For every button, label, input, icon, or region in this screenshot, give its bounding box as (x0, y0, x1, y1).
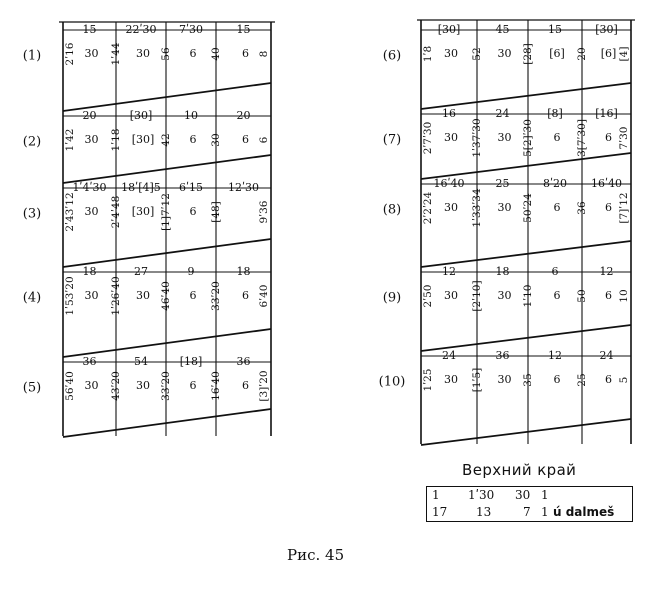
vertical-number: 42 (160, 133, 172, 147)
vertical-number: 2ʹ50 (422, 284, 434, 308)
middle-number: 6 (605, 289, 612, 302)
edge-table (426, 486, 633, 522)
vertical-number: 2ʹ7ʹ30 (422, 121, 434, 155)
row-separator (63, 409, 271, 437)
right-panel (379, 20, 635, 445)
middle-number: 6 (605, 373, 612, 386)
top-number: 18 (236, 265, 251, 278)
vertical-number: 56 (160, 47, 172, 61)
row-separator (63, 155, 271, 183)
row-separator (63, 239, 271, 267)
middle-number: 6 (242, 133, 249, 146)
edge-table-row-2 (432, 505, 615, 603)
top-number: 7ʹ30 (178, 23, 204, 36)
vertical-number: 1ʹ18 (110, 128, 122, 152)
middle-number: 30 (84, 379, 99, 392)
top-number: [30] (595, 23, 618, 36)
middle-number: 30 (84, 133, 99, 146)
top-number: 12ʹ30 (227, 181, 260, 194)
vertical-number: 20 (576, 47, 588, 61)
edge-title: Верхний край (462, 461, 577, 479)
middle-number: 6 (242, 379, 249, 392)
vertical-number: 25 (576, 373, 588, 387)
middle-number: 6 (553, 289, 561, 302)
top-number: 24 (495, 107, 510, 120)
middle-number: 30 (497, 373, 512, 386)
middle-number: 6 (189, 289, 197, 302)
row-label: (2) (22, 134, 42, 150)
vertical-number: 43ʹ20 (110, 371, 122, 401)
top-number: 15 (82, 23, 97, 36)
middle-number: 6 (189, 205, 197, 218)
vertical-number: 50 (576, 289, 588, 303)
vertical-number: 8 (258, 50, 270, 58)
vertical-number: [4] (618, 46, 630, 62)
vertical-number: 30 (210, 133, 222, 147)
middle-number: 30 (497, 47, 512, 60)
top-number: 20 (82, 109, 97, 122)
vertical-number: 6 (258, 136, 270, 144)
vertical-number: [28] (522, 43, 534, 65)
middle-number: 30 (444, 201, 458, 214)
edge-cell: 1 (432, 488, 440, 502)
top-number: [8] (547, 107, 563, 120)
row-separator (63, 329, 271, 357)
row-label: (4) (22, 290, 42, 306)
top-number: [30] (129, 109, 153, 122)
top-number: 18 (495, 265, 510, 278)
top-number: 12 (442, 265, 456, 278)
vertical-number: [1]7ʹ12 (160, 193, 172, 231)
middle-number: 30 (497, 131, 512, 144)
middle-number: 30 (444, 47, 458, 60)
vertical-number: [2ʹ10] (471, 280, 483, 312)
middle-number: 30 (136, 47, 150, 60)
vertical-number: 2ʹ43ʹ12 (64, 192, 76, 232)
vertical-number: [1ʹ5] (471, 367, 483, 393)
top-number: 8ʹ20 (542, 177, 568, 190)
vertical-number: 1ʹ8 (422, 45, 434, 63)
middle-number: 30 (444, 131, 458, 144)
top-number: 36 (236, 355, 251, 368)
middle-number: 6 (189, 133, 197, 146)
top-number: 1ʹ4ʹ30 (72, 181, 107, 194)
vertical-number: 1ʹ42 (64, 128, 76, 152)
vertical-number: 36 (576, 201, 588, 215)
vertical-number: 1ʹ37ʹ30 (471, 118, 483, 158)
middle-number: 30 (444, 373, 458, 386)
top-number: 6ʹ15 (178, 181, 204, 194)
middle-number: 30 (136, 289, 150, 302)
vertical-number: 2ʹ4ʹ48 (110, 195, 122, 229)
middle-number: 6 (553, 201, 561, 214)
middle-number: [30] (131, 205, 155, 218)
vertical-number: 5[2]ʹ30 (522, 119, 534, 157)
vertical-number: 35 (522, 373, 534, 387)
vertical-number: 50ʹ24 (522, 193, 534, 223)
vertical-number: 33ʹ20 (160, 371, 172, 401)
top-number: 25 (495, 177, 510, 190)
row-label: (9) (382, 290, 402, 306)
vertical-number: 52 (471, 47, 483, 61)
middle-number: 6 (189, 47, 197, 60)
edge-cell: 13 (476, 505, 492, 519)
top-number: 15 (236, 23, 251, 36)
top-number: 10 (184, 109, 198, 122)
top-number: [18] (179, 355, 203, 368)
top-number: [16] (595, 107, 618, 120)
middle-number: [30] (131, 133, 155, 146)
top-number: 16ʹ40 (590, 177, 623, 190)
middle-number: 30 (84, 289, 99, 302)
top-number: 18 (82, 265, 97, 278)
top-number: 12 (599, 265, 614, 278)
top-number: 6 (551, 265, 559, 278)
row-separator (421, 241, 631, 267)
row-label: (5) (22, 380, 42, 396)
row-label: (8) (382, 202, 402, 218)
vertical-number: 1ʹ33ʹ34 (471, 188, 483, 228)
top-number: 24 (599, 349, 614, 362)
edge-cell: 1ʹ30 (468, 488, 495, 502)
figure-caption: Рис. 45 (287, 546, 345, 564)
middle-number: 30 (497, 201, 512, 214)
row-label: (6) (382, 48, 402, 64)
top-number: 36 (82, 355, 97, 368)
top-number: 22ʹ30 (125, 23, 157, 36)
vertical-number: 9ʹ36 (258, 200, 270, 224)
top-number: 16ʹ40 (433, 177, 465, 190)
row-label: (1) (22, 48, 42, 64)
row-label: (10) (378, 374, 406, 390)
vertical-number: 6ʹ40 (258, 284, 270, 308)
vertical-number: 10 (618, 289, 630, 303)
middle-number: 30 (84, 205, 99, 218)
vertical-number: [3]ʹ20 (258, 370, 270, 402)
vertical-number: 33ʹ20 (210, 281, 222, 311)
row-label: (3) (22, 206, 42, 222)
middle-number: 6 (553, 373, 561, 386)
edge-cell: 1 (541, 488, 549, 502)
middle-number: 30 (497, 289, 512, 302)
edge-cell: 7 (523, 505, 531, 519)
top-number: 16 (442, 107, 456, 120)
vertical-number: 40 (210, 47, 222, 61)
top-number: 15 (548, 23, 562, 36)
vertical-number: 2ʹ16 (64, 42, 76, 66)
top-number: 24 (442, 349, 456, 362)
left-panel (23, 22, 275, 437)
middle-number: [6] (600, 47, 617, 60)
middle-number: [6] (549, 47, 565, 60)
middle-number: 6 (242, 289, 249, 302)
vertical-number: 1ʹ53ʹ20 (64, 276, 76, 316)
row-separator (421, 419, 631, 445)
middle-number: 30 (444, 289, 458, 302)
vertical-number: 2ʹ2ʹ24 (422, 191, 434, 225)
vertical-number: 1ʹ25 (422, 368, 434, 392)
vertical-number: 56ʹ40 (64, 371, 76, 401)
middle-number: 30 (136, 379, 150, 392)
top-number: 18ʹ[4]5 (121, 181, 161, 194)
vertical-number: [7]ʹ12 (618, 192, 630, 224)
edge-cell: 17 (432, 505, 448, 519)
top-number: 27 (134, 265, 148, 278)
top-number: [30] (437, 23, 461, 36)
middle-number: 6 (189, 379, 197, 392)
top-number: 54 (134, 355, 148, 368)
vertical-number: 1ʹ26ʹ40 (110, 276, 122, 316)
top-number: 20 (236, 109, 251, 122)
top-number: 9 (187, 265, 195, 278)
middle-number: 6 (605, 201, 612, 214)
row-separator (421, 325, 631, 351)
middle-number: 6 (605, 131, 612, 144)
row-separator (421, 83, 631, 109)
vertical-number: 46ʹ40 (160, 281, 172, 311)
middle-number: 6 (553, 131, 561, 144)
vertical-number: [48] (210, 201, 222, 223)
middle-number: 30 (84, 47, 99, 60)
middle-number: 6 (242, 47, 249, 60)
vertical-number: 3[7ʹ30] (576, 119, 588, 157)
vertical-number: 5 (618, 376, 630, 384)
vertical-number: 7ʹ30 (618, 126, 630, 150)
vertical-number: 1ʹ10 (522, 284, 534, 308)
vertical-number: 16ʹ40 (210, 371, 222, 401)
edge-cell: 30 (515, 488, 531, 502)
vertical-number: 1ʹ44 (110, 42, 122, 66)
edge-cell-word: ú dalmeš (553, 505, 615, 519)
top-number: 45 (495, 23, 510, 36)
top-number: 36 (495, 349, 510, 362)
top-number: 12 (548, 349, 562, 362)
row-separator (63, 83, 271, 111)
edge-cell: 1 (541, 505, 549, 519)
row-label: (7) (382, 132, 402, 148)
